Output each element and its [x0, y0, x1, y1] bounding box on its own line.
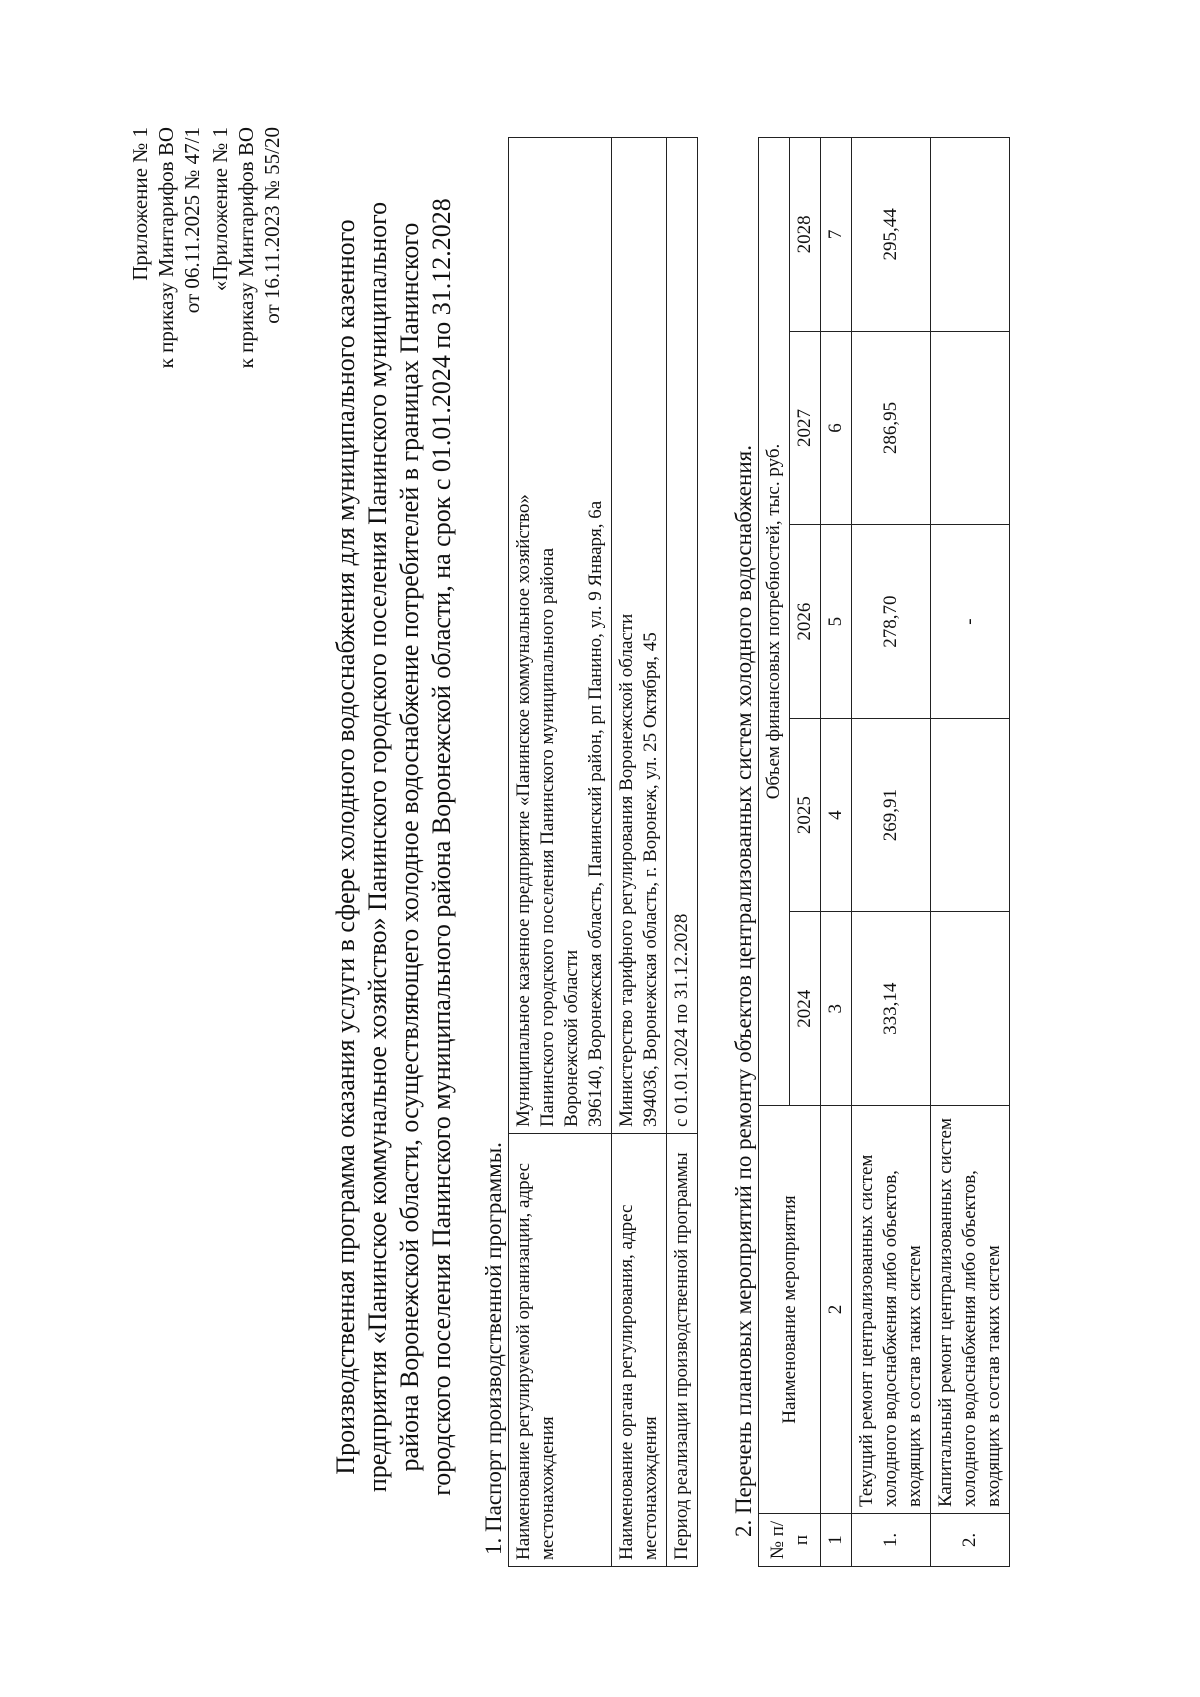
value-line: с 01.01.2024 по 31.12.2028 [671, 913, 692, 1127]
passport-table [508, 137, 698, 1567]
column-number: 7 [821, 138, 852, 332]
value-line: Муниципальное казенное предприятие «Панинское коммунальное хозяйство» [513, 494, 534, 1127]
approval-stamp-original [207, 127, 285, 368]
column-number: 1 [821, 1514, 852, 1567]
table-row [612, 138, 667, 1567]
column-number: 6 [821, 331, 852, 525]
passport-label: Период реализации производственной программы [667, 1134, 698, 1567]
section1-heading: 1. Паспорт производственной программы. [481, 1142, 506, 1555]
table-header-row [759, 138, 790, 1567]
header-volume: Объем финансовых потребностей, тыс. руб. [759, 138, 790, 1106]
column-number: 2 [821, 1106, 852, 1514]
passport-label: Наименование регулируемой организации, адрес местонахождения [509, 1134, 612, 1567]
approval-line: «Приложение № 1 [208, 127, 232, 292]
passport-value [667, 138, 698, 1134]
approval-line: от 16.11.2023 № 55/20 [260, 127, 284, 324]
row-num: 2. [931, 1514, 1010, 1567]
value-cell [931, 331, 1010, 525]
value-cell: 295,44 [852, 138, 931, 332]
passport-label: Наименование органа регулирования, адрес местонахождения [612, 1134, 667, 1567]
approval-line: к приказу Минтарифов ВО [234, 127, 258, 369]
value-cell [931, 138, 1010, 332]
document-title [330, 127, 458, 1567]
measure-name: Капитальный ремонт централизованных систем холодного водоснабжения либо объектов, входящих в состав таких систем [931, 1106, 1010, 1514]
value-cell: 269,91 [852, 718, 931, 912]
passport-value [612, 138, 667, 1134]
approval-line: к приказу Минтарифов ВО [154, 127, 178, 369]
column-number: 3 [821, 912, 852, 1106]
table-row [931, 138, 1010, 1567]
title-line: района Воронежской области, осуществляющего холодное водоснабжение потребителей в границах Панинского [395, 222, 424, 1472]
title-line: Производственная программа оказания услуги в сфере холодного водоснабжения для муниципального казенного [331, 219, 360, 1475]
column-number: 4 [821, 718, 852, 912]
value-cell: 286,95 [852, 331, 931, 525]
value-line: Панинского городского поселения Панинского муниципального района [537, 547, 558, 1127]
approval-line: Приложение № 1 [128, 127, 152, 281]
header-year: 2026 [790, 525, 821, 719]
measure-name: Текущий ремонт централизованных систем холодного водоснабжения либо объектов, входящих в состав таких систем [852, 1106, 931, 1514]
approval-stamp-current [127, 127, 205, 368]
table-row [852, 138, 931, 1567]
header-num: № п/п [759, 1514, 821, 1567]
table-row [667, 138, 698, 1567]
value-cell: 278,70 [852, 525, 931, 719]
approval-line: от 06.11.2025 № 47/1 [180, 127, 204, 314]
header-year: 2028 [790, 138, 821, 332]
document-content [95, 127, 1135, 1567]
column-number: 5 [821, 525, 852, 719]
title-line: предприятия «Панинское коммунальное хозяйство» Панинского городского поселения Панинского муниципального [363, 201, 392, 1493]
header-year: 2027 [790, 331, 821, 525]
value-cell [931, 912, 1010, 1106]
value-cell: - [931, 525, 1010, 719]
title-line: городского поселения Панинского муниципального района Воронежской области, на срок с 01.01.2024 по 31.12.2028 [427, 198, 456, 1496]
table-row [509, 138, 612, 1567]
column-number-row [821, 138, 852, 1567]
header-name: Наименование мероприятия [759, 1106, 821, 1514]
passport-value [509, 138, 612, 1134]
header-year: 2024 [790, 912, 821, 1106]
value-line: 394036, Воронежская область, г. Воронеж, ул. 25 Октября, 45 [640, 632, 661, 1127]
header-year: 2025 [790, 718, 821, 912]
value-cell: 333,14 [852, 912, 931, 1106]
row-num: 1. [852, 1514, 931, 1567]
value-line: Воронежской области [561, 949, 582, 1127]
measures-table [758, 137, 1010, 1567]
value-cell [931, 718, 1010, 912]
value-line: 396140, Воронежская область, Панинский район, рп Панино, ул. 9 Января, 6а [585, 500, 606, 1127]
section2-heading: 2. Перечень плановых мероприятий по ремонту объектов централизованных систем холодного водоснабжения. [731, 445, 756, 1537]
value-line: Министерство тарифного регулирования Воронежской области [616, 613, 637, 1127]
